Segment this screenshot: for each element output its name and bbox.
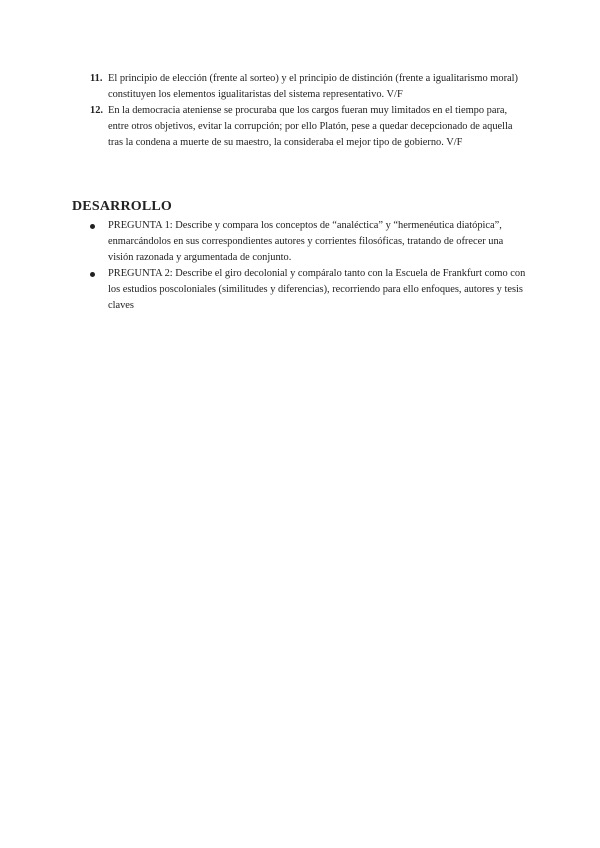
question-text: El principio de elección (frente al sorteo) y el principio de distinción (frente a igualitarismo moral) constituyen los elementos igualitaristas del sistema representativo. V/F [108,73,518,100]
section-heading-desarrollo: DESARROLLO [72,199,173,214]
question-12 [90,103,530,151]
question-number: 11. [90,73,103,84]
bullet-icon [90,224,95,229]
development-question-text: PREGUNTA 1: Describe y compara los conceptos de “analéctica” y “hermenéutica diatópica”, enmarcándolos en sus correspondientes autores y corrientes filosóficas, tratando de ofrecer una visión razonada y argumentada de conjunto. [108,220,504,263]
bullet-icon [90,272,95,277]
development-question-1 [90,218,530,266]
development-question-2 [90,266,530,314]
development-question-list [90,218,530,314]
question-11 [90,71,530,103]
true-false-question-list [90,71,530,151]
question-text: En la democracia ateniense se procuraba que los cargos fueran muy limitados en el tiempo para, entre otros objetivos, evitar la corrupción; por ello Platón, pese a quedar decepcionado de aquella tras la condena a muerte de su maestro, la consideraba el mejor tipo de gobierno. V/F [108,105,513,148]
question-number: 12. [90,105,103,116]
development-question-text: PREGUNTA 2: Describe el giro decolonial y compáralo tanto con la Escuela de Frankfurt como con los estudios poscoloniales (similitudes y diferencias), recorriendo para ello enfoques, autores y tesis claves [108,268,526,311]
